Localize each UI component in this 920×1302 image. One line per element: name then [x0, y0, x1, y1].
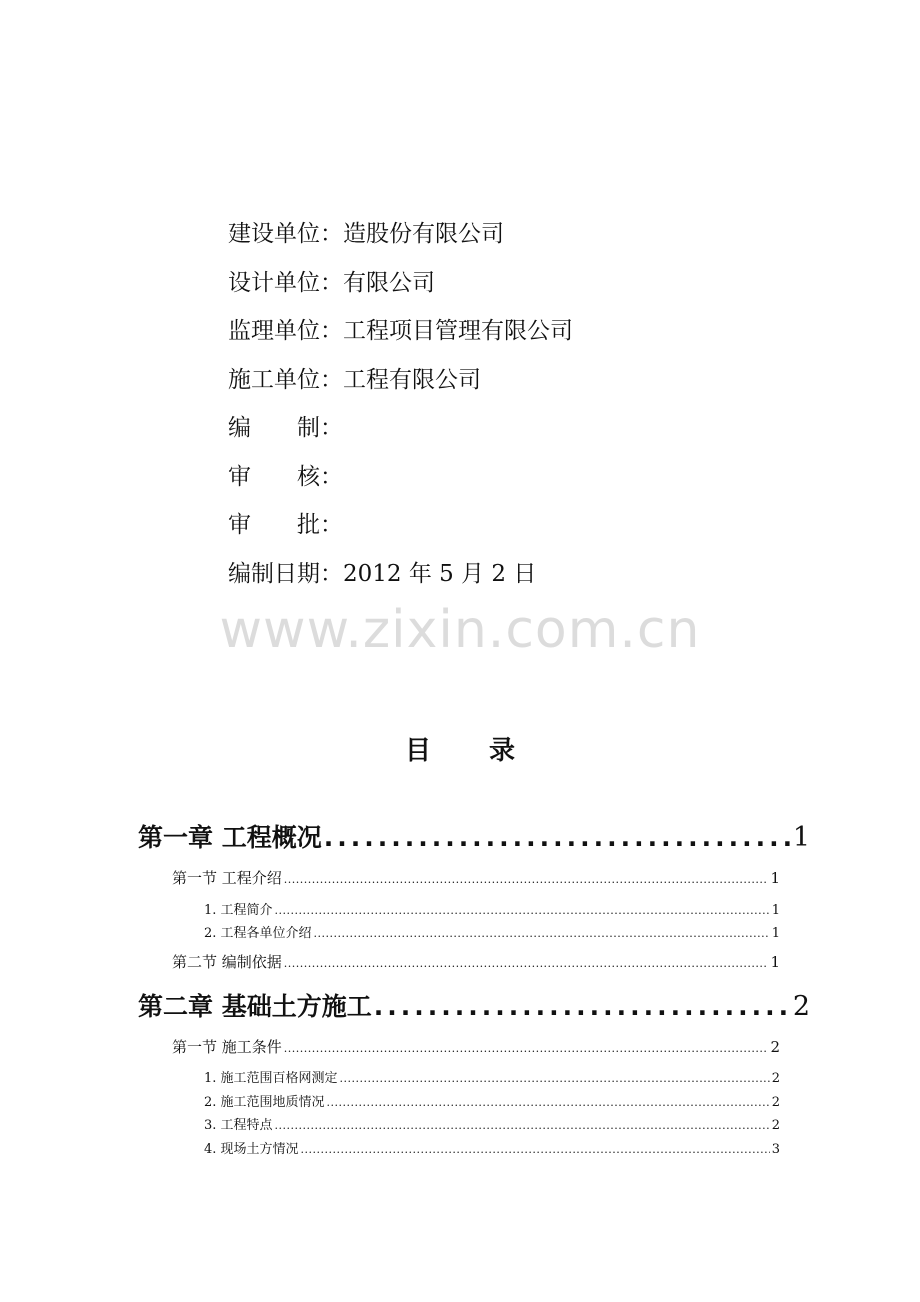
toc-leader	[284, 957, 769, 970]
toc-entry-item[interactable]	[204, 1091, 780, 1110]
info-row-reviewer	[228, 453, 828, 502]
info-label: 设计单位：	[228, 269, 343, 296]
toc-entry-label: 第一节 施工条件	[172, 1038, 282, 1056]
info-row-supervisor	[228, 307, 828, 356]
toc-page-number: 1	[770, 953, 780, 971]
toc-entry-label: 第二节 编制依据	[172, 953, 282, 971]
toc-leader	[340, 1072, 770, 1085]
toc-entry-chapter[interactable]	[138, 818, 810, 854]
toc-page-number: 1	[771, 926, 780, 941]
info-label: 编制日期：	[228, 560, 343, 587]
info-label: 审 批：	[228, 512, 343, 538]
toc-entry-label: 3. 工程特点	[204, 1118, 273, 1133]
info-row-designer	[228, 259, 828, 308]
toc-entry-section[interactable]	[172, 867, 780, 888]
info-row-date	[228, 550, 828, 599]
toc-leader	[284, 1042, 769, 1055]
info-row-compiler	[228, 404, 828, 453]
toc-entry-label: 第一节 工程介绍	[172, 869, 282, 887]
toc-leader	[301, 1143, 770, 1156]
toc-entry-item[interactable]	[204, 1138, 780, 1157]
toc-leader	[275, 1119, 770, 1132]
info-label: 审 核：	[228, 463, 343, 490]
toc-entry-label: 第二章 基础土方施工	[138, 992, 372, 1021]
toc-entry-item[interactable]	[204, 1067, 780, 1086]
toc-page-number: 2	[771, 1071, 780, 1086]
toc-page-number: 2	[771, 1095, 780, 1110]
toc-leader	[275, 904, 770, 917]
toc-entry-label: 1. 工程简介	[204, 903, 273, 918]
toc-title-char: 目	[404, 736, 431, 766]
info-value: 有限公司	[343, 269, 435, 296]
toc-page-number: 1	[770, 869, 780, 887]
info-row-contractor	[228, 356, 828, 405]
info-label: 建设单位：	[228, 221, 343, 247]
toc-entry-item[interactable]	[204, 899, 780, 918]
toc-leader	[284, 873, 769, 886]
toc-entry-label: 2. 施工范围地质情况	[204, 1095, 325, 1110]
toc-page-number: 1	[771, 903, 780, 918]
info-label: 施工单位：	[228, 366, 343, 393]
toc-entry-label: 4. 现场土方情况	[204, 1142, 299, 1157]
info-row-client	[228, 210, 828, 259]
toc-leader	[324, 823, 791, 852]
toc-title	[0, 730, 920, 767]
toc-entry-item[interactable]	[204, 1114, 780, 1133]
info-value: 造股份有限公司	[343, 221, 504, 247]
toc-entry-section[interactable]	[172, 951, 780, 972]
project-info	[228, 210, 828, 598]
toc-entry-item[interactable]	[204, 922, 780, 941]
info-label: 编 制：	[228, 415, 343, 441]
toc-leader	[314, 927, 770, 940]
info-value: 2012 年 5 月 2 日	[343, 560, 537, 587]
toc-entry-label: 1. 施工范围百格网测定	[204, 1071, 338, 1086]
toc-leader	[374, 992, 791, 1021]
toc-page-number: 2	[770, 1038, 780, 1056]
info-value: 工程有限公司	[343, 366, 481, 393]
info-label: 监理单位：	[228, 318, 343, 344]
watermark: www.zixin.com.cn	[219, 600, 701, 660]
toc-page-number: 3	[771, 1142, 780, 1157]
toc-title-char: 录	[489, 736, 516, 766]
info-row-approver	[228, 501, 828, 550]
toc-entry-section[interactable]	[172, 1036, 780, 1057]
info-value: 工程项目管理有限公司	[343, 318, 573, 344]
toc-entry-label: 第一章 工程概况	[138, 823, 322, 852]
toc-entry-label: 2. 工程各单位介绍	[204, 926, 312, 941]
toc-page-number: 2	[771, 1118, 780, 1133]
toc-leader	[327, 1096, 770, 1109]
toc-page-number: 1	[792, 822, 810, 853]
toc-page-number: 2	[792, 991, 810, 1022]
toc-entry-chapter[interactable]	[138, 987, 810, 1023]
